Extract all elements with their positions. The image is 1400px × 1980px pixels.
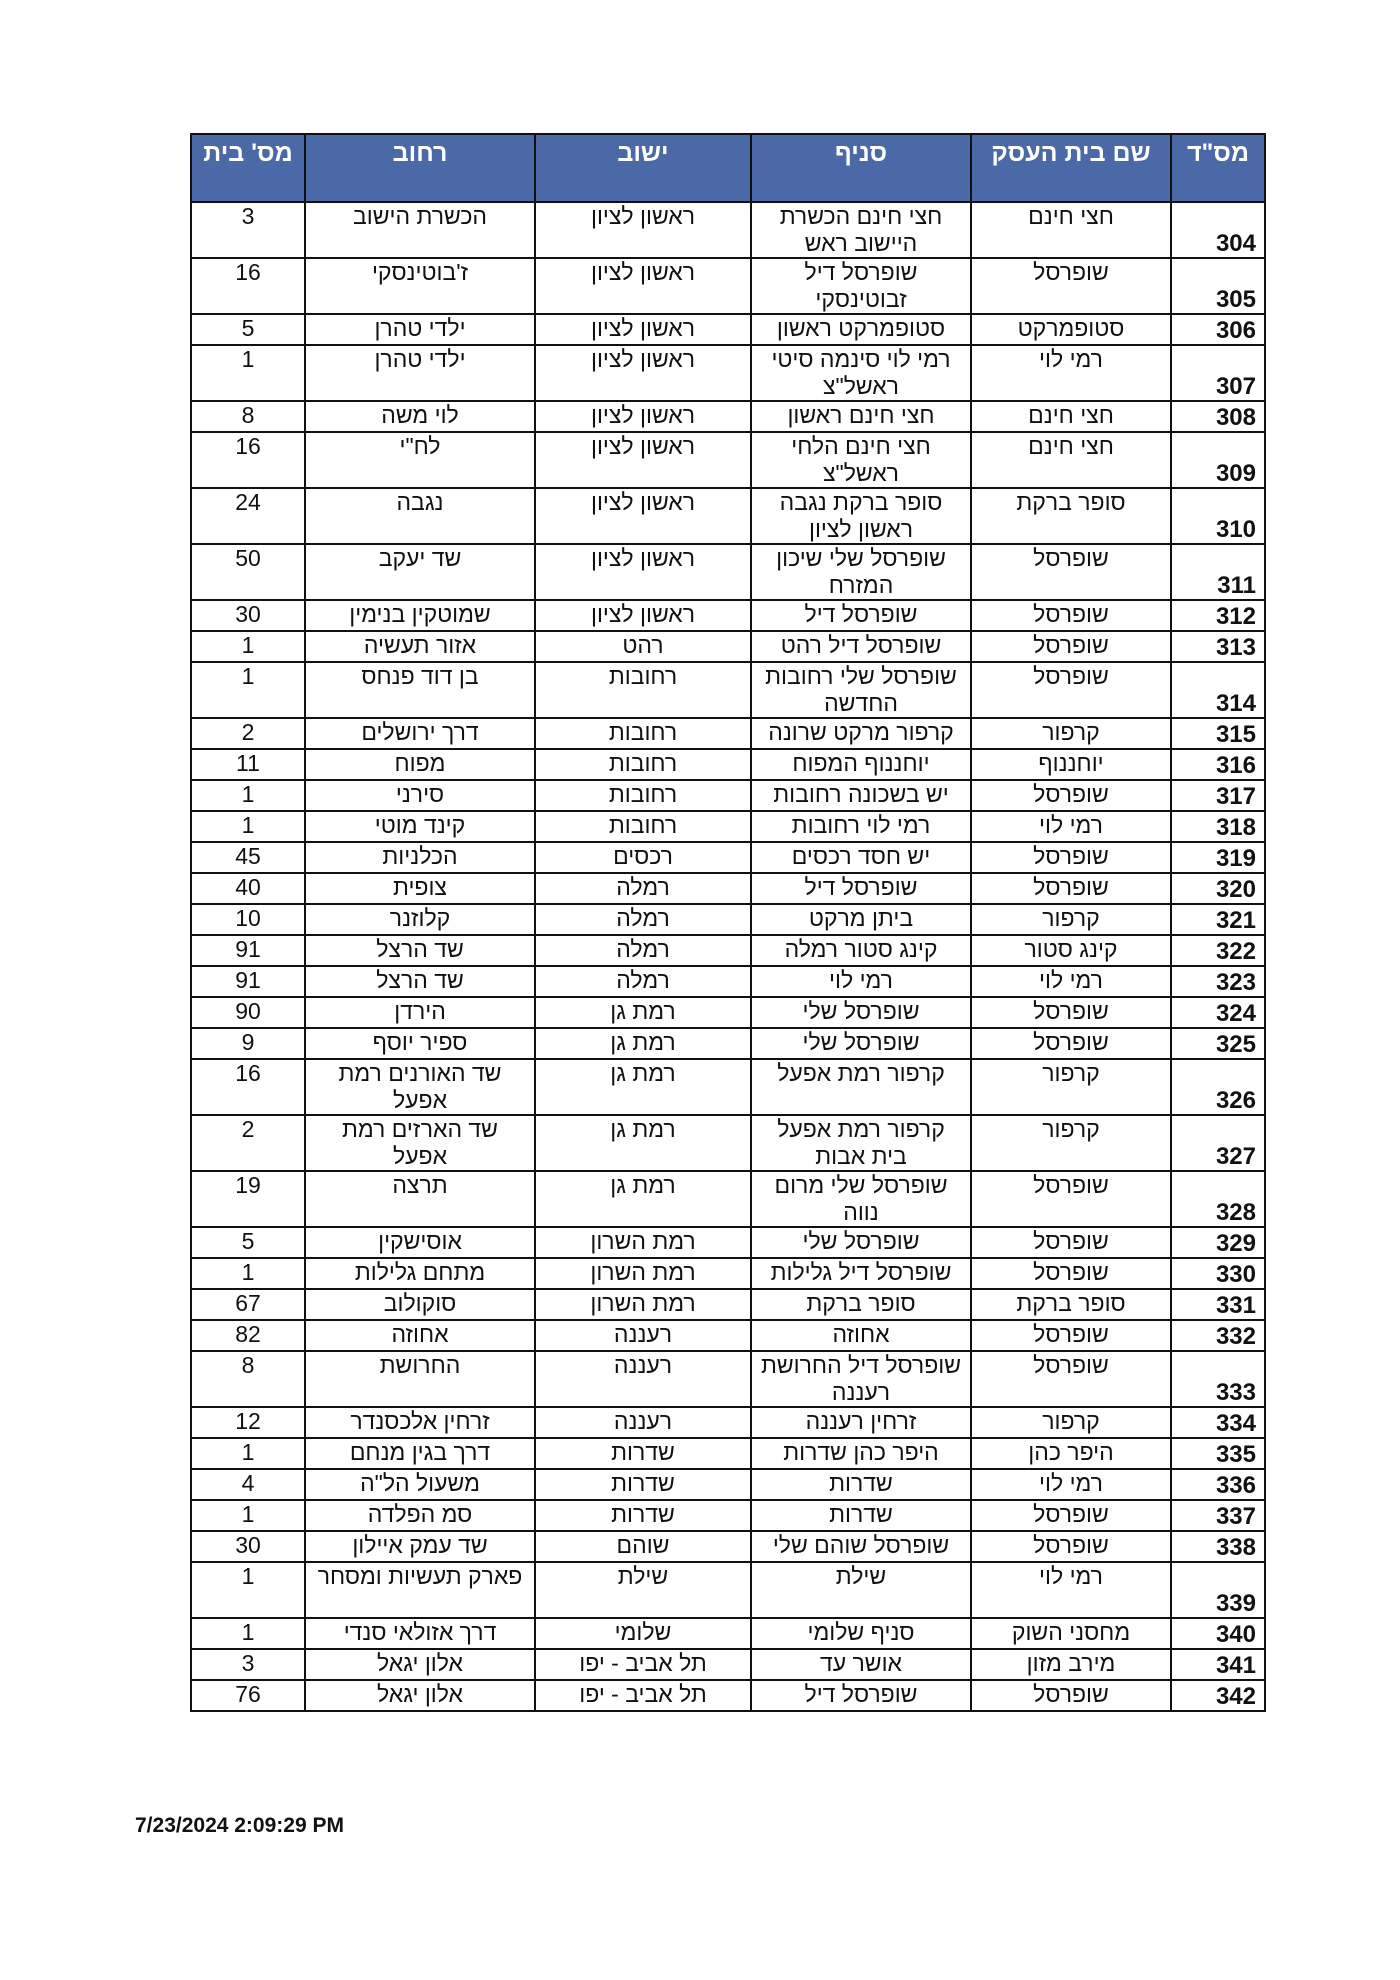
table-row [191, 202, 1265, 258]
cell-num: 341 [1171, 1649, 1265, 1680]
cell-business: שופרסל [971, 1171, 1171, 1227]
cell-business: שופרסל [971, 258, 1171, 314]
cell-business: חצי חינם [971, 401, 1171, 432]
cell-business: שופרסל [971, 1320, 1171, 1351]
cell-num: 304 [1171, 202, 1265, 258]
cell-city: ראשון לציון [535, 544, 751, 600]
cell-num: 330 [1171, 1258, 1265, 1289]
cell-branch: שופרסל דיל רהט [751, 631, 971, 662]
cell-branch: שופרסל דיל זבוטינסקי [751, 258, 971, 314]
cell-city: שדרות [535, 1500, 751, 1531]
cell-branch: היפר כהן שדרות [751, 1438, 971, 1469]
table-row [191, 1351, 1265, 1407]
table-row [191, 544, 1265, 600]
cell-city: ראשון לציון [535, 314, 751, 345]
cell-city: ראשון לציון [535, 258, 751, 314]
table-row [191, 1258, 1265, 1289]
cell-branch: יוחננוף המפוח [751, 749, 971, 780]
cell-house: 30 [191, 1531, 305, 1562]
cell-branch: שופרסל שוהם שלי [751, 1531, 971, 1562]
header-num: מס"ד [1171, 134, 1265, 202]
table-row [191, 780, 1265, 811]
cell-house: 4 [191, 1469, 305, 1500]
cell-house: 9 [191, 1028, 305, 1059]
cell-house: 1 [191, 780, 305, 811]
cell-num: 329 [1171, 1227, 1265, 1258]
cell-city: שוהם [535, 1531, 751, 1562]
table-row [191, 488, 1265, 544]
cell-house: 12 [191, 1407, 305, 1438]
cell-branch: רמי לוי רחובות [751, 811, 971, 842]
table-row [191, 401, 1265, 432]
cell-business: שופרסל [971, 842, 1171, 873]
cell-city: רמת גן [535, 1171, 751, 1227]
cell-branch: חצי חינם הלחי ראשל"צ [751, 432, 971, 488]
cell-business: רמי לוי [971, 966, 1171, 997]
cell-business: חצי חינם [971, 432, 1171, 488]
cell-house: 16 [191, 258, 305, 314]
cell-branch: שופרסל דיל [751, 600, 971, 631]
table-row [191, 1680, 1265, 1711]
table-row [191, 600, 1265, 631]
cell-city: רחובות [535, 811, 751, 842]
cell-street: לח"י [305, 432, 535, 488]
table-row [191, 749, 1265, 780]
cell-street: שד עמק איילון [305, 1531, 535, 1562]
table-row [191, 1289, 1265, 1320]
cell-num: 312 [1171, 600, 1265, 631]
table-row [191, 1469, 1265, 1500]
cell-business: שופרסל [971, 1227, 1171, 1258]
cell-street: סמ הפלדה [305, 1500, 535, 1531]
cell-city: רמת גן [535, 1028, 751, 1059]
cell-street: הירדן [305, 997, 535, 1028]
cell-branch: סניף שלומי [751, 1618, 971, 1649]
cell-street: נגבה [305, 488, 535, 544]
cell-city: שילת [535, 1562, 751, 1618]
cell-business: שופרסל [971, 1531, 1171, 1562]
cell-business: שופרסל [971, 1258, 1171, 1289]
cell-house: 3 [191, 202, 305, 258]
table-row [191, 1059, 1265, 1115]
cell-business: רמי לוי [971, 345, 1171, 401]
table-row [191, 345, 1265, 401]
cell-city: רמת גן [535, 1059, 751, 1115]
cell-num: 342 [1171, 1680, 1265, 1711]
cell-street: מתחם גלילות [305, 1258, 535, 1289]
cell-city: רמת גן [535, 1115, 751, 1171]
table-row [191, 1115, 1265, 1171]
cell-business: רמי לוי [971, 811, 1171, 842]
cell-branch: קרפור מרקט שרונה [751, 718, 971, 749]
cell-num: 310 [1171, 488, 1265, 544]
cell-num: 313 [1171, 631, 1265, 662]
cell-house: 50 [191, 544, 305, 600]
table-row [191, 1562, 1265, 1618]
cell-num: 307 [1171, 345, 1265, 401]
cell-street: שד האורנים רמת אפעל [305, 1059, 535, 1115]
cell-branch: שופרסל שלי [751, 997, 971, 1028]
table-row [191, 314, 1265, 345]
cell-city: רהט [535, 631, 751, 662]
cell-business: חצי חינם [971, 202, 1171, 258]
cell-city: רמת גן [535, 997, 751, 1028]
cell-city: תל אביב - יפו [535, 1649, 751, 1680]
cell-city: ראשון לציון [535, 202, 751, 258]
cell-house: 3 [191, 1649, 305, 1680]
cell-city: ראשון לציון [535, 401, 751, 432]
cell-city: רכסים [535, 842, 751, 873]
cell-street: שמוטקין בנימין [305, 600, 535, 631]
cell-num: 335 [1171, 1438, 1265, 1469]
cell-num: 332 [1171, 1320, 1265, 1351]
cell-house: 82 [191, 1320, 305, 1351]
header-city: ישוב [535, 134, 751, 202]
cell-num: 321 [1171, 904, 1265, 935]
cell-street: תרצה [305, 1171, 535, 1227]
cell-city: רמלה [535, 966, 751, 997]
cell-street: אלון יגאל [305, 1649, 535, 1680]
cell-street: משעול הל"ה [305, 1469, 535, 1500]
cell-num: 315 [1171, 718, 1265, 749]
print-timestamp: 7/23/2024 2:09:29 PM [135, 1814, 344, 1837]
cell-branch: יש חסד רכסים [751, 842, 971, 873]
cell-num: 328 [1171, 1171, 1265, 1227]
cell-business: סופר ברקת [971, 488, 1171, 544]
cell-street: דרך אזולאי סנדי [305, 1618, 535, 1649]
cell-city: שדרות [535, 1438, 751, 1469]
cell-street: סוקולוב [305, 1289, 535, 1320]
cell-house: 24 [191, 488, 305, 544]
table-row [191, 718, 1265, 749]
cell-street: לוי משה [305, 401, 535, 432]
cell-branch: ביתן מרקט [751, 904, 971, 935]
cell-business: מחסני השוק [971, 1618, 1171, 1649]
cell-street: ז'בוטינסקי [305, 258, 535, 314]
cell-street: קלוזנר [305, 904, 535, 935]
cell-street: ספיר יוסף [305, 1028, 535, 1059]
cell-house: 1 [191, 631, 305, 662]
cell-num: 311 [1171, 544, 1265, 600]
cell-street: אחוזה [305, 1320, 535, 1351]
cell-branch: שופרסל שלי שיכון המזרח [751, 544, 971, 600]
cell-branch: קרפור רמת אפעל בית אבות [751, 1115, 971, 1171]
table-row [191, 811, 1265, 842]
cell-street: אזור תעשיה [305, 631, 535, 662]
table-row [191, 997, 1265, 1028]
cell-house: 2 [191, 1115, 305, 1171]
cell-business: שופרסל [971, 780, 1171, 811]
header-house: מס' בית [191, 134, 305, 202]
cell-business: שופרסל [971, 631, 1171, 662]
cell-house: 2 [191, 718, 305, 749]
table-row [191, 258, 1265, 314]
cell-num: 306 [1171, 314, 1265, 345]
header-branch: סניף [751, 134, 971, 202]
table-row [191, 662, 1265, 718]
cell-city: רעננה [535, 1351, 751, 1407]
cell-branch: שופרסל דיל [751, 873, 971, 904]
table-row [191, 1500, 1265, 1531]
cell-street: החרושת [305, 1351, 535, 1407]
cell-branch: אושר עד [751, 1649, 971, 1680]
cell-branch: רמי לוי [751, 966, 971, 997]
cell-business: קינג סטור [971, 935, 1171, 966]
cell-house: 1 [191, 662, 305, 718]
cell-city: רחובות [535, 780, 751, 811]
cell-business: רמי לוי [971, 1562, 1171, 1618]
cell-business: סטופמרקט [971, 314, 1171, 345]
cell-city: שלומי [535, 1618, 751, 1649]
cell-house: 76 [191, 1680, 305, 1711]
table-row [191, 935, 1265, 966]
cell-house: 16 [191, 1059, 305, 1115]
cell-house: 5 [191, 314, 305, 345]
cell-city: רמלה [535, 935, 751, 966]
table-body [191, 202, 1265, 1711]
table-row [191, 631, 1265, 662]
cell-branch: קרפור רמת אפעל [751, 1059, 971, 1115]
table-row [191, 1531, 1265, 1562]
cell-house: 40 [191, 873, 305, 904]
cell-city: ראשון לציון [535, 600, 751, 631]
cell-branch: אחוזה [751, 1320, 971, 1351]
cell-city: רמלה [535, 904, 751, 935]
cell-business: קרפור [971, 904, 1171, 935]
cell-business: קרפור [971, 1059, 1171, 1115]
cell-num: 331 [1171, 1289, 1265, 1320]
cell-branch: שופרסל דיל החרושת רעננה [751, 1351, 971, 1407]
cell-city: רמת השרון [535, 1258, 751, 1289]
cell-num: 340 [1171, 1618, 1265, 1649]
cell-city: רחובות [535, 749, 751, 780]
cell-street: הכלניות [305, 842, 535, 873]
cell-business: מירב מזון [971, 1649, 1171, 1680]
cell-business: קרפור [971, 718, 1171, 749]
header-business: שם בית העסק [971, 134, 1171, 202]
cell-house: 19 [191, 1171, 305, 1227]
table-row [191, 1028, 1265, 1059]
cell-house: 1 [191, 811, 305, 842]
cell-num: 308 [1171, 401, 1265, 432]
cell-num: 338 [1171, 1531, 1265, 1562]
cell-house: 1 [191, 345, 305, 401]
cell-house: 5 [191, 1227, 305, 1258]
cell-business: סופר ברקת [971, 1289, 1171, 1320]
cell-house: 91 [191, 966, 305, 997]
cell-city: רעננה [535, 1407, 751, 1438]
cell-branch: שופרסל שלי רחובות החדשה [751, 662, 971, 718]
cell-street: אלון יגאל [305, 1680, 535, 1711]
cell-house: 45 [191, 842, 305, 873]
cell-city: רחובות [535, 718, 751, 749]
cell-business: קרפור [971, 1407, 1171, 1438]
cell-street: אוסישקין [305, 1227, 535, 1258]
cell-street: ילדי טהרן [305, 314, 535, 345]
cell-num: 336 [1171, 1469, 1265, 1500]
cell-branch: רמי לוי סינמה סיטי ראשל"צ [751, 345, 971, 401]
cell-business: שופרסל [971, 1351, 1171, 1407]
cell-branch: שילת [751, 1562, 971, 1618]
cell-num: 309 [1171, 432, 1265, 488]
cell-branch: קינג סטור רמלה [751, 935, 971, 966]
cell-business: קרפור [971, 1115, 1171, 1171]
cell-house: 10 [191, 904, 305, 935]
cell-house: 1 [191, 1500, 305, 1531]
cell-branch: שדרות [751, 1469, 971, 1500]
cell-num: 326 [1171, 1059, 1265, 1115]
table-header-row [191, 134, 1265, 202]
cell-branch: שופרסל דיל [751, 1680, 971, 1711]
cell-branch: זרחין רעננה [751, 1407, 971, 1438]
table-row [191, 1320, 1265, 1351]
cell-business: יוחננוף [971, 749, 1171, 780]
cell-num: 334 [1171, 1407, 1265, 1438]
cell-house: 16 [191, 432, 305, 488]
cell-num: 322 [1171, 935, 1265, 966]
cell-street: בן דוד פנחס [305, 662, 535, 718]
cell-street: צופית [305, 873, 535, 904]
cell-business: שופרסל [971, 1680, 1171, 1711]
cell-house: 91 [191, 935, 305, 966]
cell-house: 1 [191, 1438, 305, 1469]
cell-branch: סופר ברקת נגבה ראשון לציון [751, 488, 971, 544]
cell-street: שד יעקב [305, 544, 535, 600]
cell-house: 11 [191, 749, 305, 780]
cell-num: 327 [1171, 1115, 1265, 1171]
cell-num: 318 [1171, 811, 1265, 842]
cell-branch: שופרסל שלי מרום נווה [751, 1171, 971, 1227]
cell-num: 323 [1171, 966, 1265, 997]
cell-num: 337 [1171, 1500, 1265, 1531]
cell-house: 90 [191, 997, 305, 1028]
table-row [191, 1407, 1265, 1438]
cell-street: הכשרת הישוב [305, 202, 535, 258]
cell-num: 333 [1171, 1351, 1265, 1407]
table-row [191, 1171, 1265, 1227]
cell-business: שופרסל [971, 873, 1171, 904]
cell-business: שופרסל [971, 600, 1171, 631]
cell-branch: חצי חינם הכשרת היישוב ראש [751, 202, 971, 258]
cell-num: 316 [1171, 749, 1265, 780]
cell-business: שופרסל [971, 662, 1171, 718]
cell-num: 324 [1171, 997, 1265, 1028]
cell-city: שדרות [535, 1469, 751, 1500]
cell-street: שד הרצל [305, 966, 535, 997]
cell-branch: חצי חינם ראשון [751, 401, 971, 432]
cell-num: 319 [1171, 842, 1265, 873]
cell-city: תל אביב - יפו [535, 1680, 751, 1711]
cell-branch: שדרות [751, 1500, 971, 1531]
cell-branch: שופרסל דיל גלילות [751, 1258, 971, 1289]
table-row [191, 1618, 1265, 1649]
cell-city: רמת השרון [535, 1227, 751, 1258]
cell-house: 1 [191, 1562, 305, 1618]
stores-table [190, 133, 1266, 1712]
cell-business: שופרסל [971, 1500, 1171, 1531]
cell-city: רחובות [535, 662, 751, 718]
cell-business: שופרסל [971, 997, 1171, 1028]
table-row [191, 1649, 1265, 1680]
cell-branch: שופרסל שלי [751, 1227, 971, 1258]
cell-num: 314 [1171, 662, 1265, 718]
cell-street: שד הארזים רמת אפעל [305, 1115, 535, 1171]
cell-branch: שופרסל שלי [751, 1028, 971, 1059]
table-row [191, 873, 1265, 904]
cell-house: 30 [191, 600, 305, 631]
cell-city: רעננה [535, 1320, 751, 1351]
table-row [191, 966, 1265, 997]
table-row [191, 842, 1265, 873]
cell-street: מפוח [305, 749, 535, 780]
cell-city: ראשון לציון [535, 488, 751, 544]
cell-house: 1 [191, 1618, 305, 1649]
cell-street: דרך בגין מנחם [305, 1438, 535, 1469]
table-row [191, 432, 1265, 488]
table-row [191, 1438, 1265, 1469]
cell-num: 317 [1171, 780, 1265, 811]
cell-house: 1 [191, 1258, 305, 1289]
cell-num: 320 [1171, 873, 1265, 904]
cell-business: רמי לוי [971, 1469, 1171, 1500]
cell-business: שופרסל [971, 1028, 1171, 1059]
cell-street: פארק תעשיות ומסחר [305, 1562, 535, 1618]
table-row [191, 1227, 1265, 1258]
cell-city: ראשון לציון [535, 345, 751, 401]
cell-branch: סטופמרקט ראשון [751, 314, 971, 345]
cell-house: 8 [191, 401, 305, 432]
cell-house: 67 [191, 1289, 305, 1320]
cell-street: קינד מוטי [305, 811, 535, 842]
cell-street: דרך ירושלים [305, 718, 535, 749]
cell-num: 305 [1171, 258, 1265, 314]
cell-street: זרחין אלכסנדר [305, 1407, 535, 1438]
cell-street: סירני [305, 780, 535, 811]
cell-business: היפר כהן [971, 1438, 1171, 1469]
cell-house: 8 [191, 1351, 305, 1407]
table-row [191, 904, 1265, 935]
header-street: רחוב [305, 134, 535, 202]
cell-num: 339 [1171, 1562, 1265, 1618]
cell-street: ילדי טהרן [305, 345, 535, 401]
cell-city: רמת השרון [535, 1289, 751, 1320]
cell-city: רמלה [535, 873, 751, 904]
cell-branch: יש בשכונה רחובות [751, 780, 971, 811]
cell-street: שד הרצל [305, 935, 535, 966]
cell-city: ראשון לציון [535, 432, 751, 488]
cell-business: שופרסל [971, 544, 1171, 600]
cell-num: 325 [1171, 1028, 1265, 1059]
cell-branch: סופר ברקת [751, 1289, 971, 1320]
